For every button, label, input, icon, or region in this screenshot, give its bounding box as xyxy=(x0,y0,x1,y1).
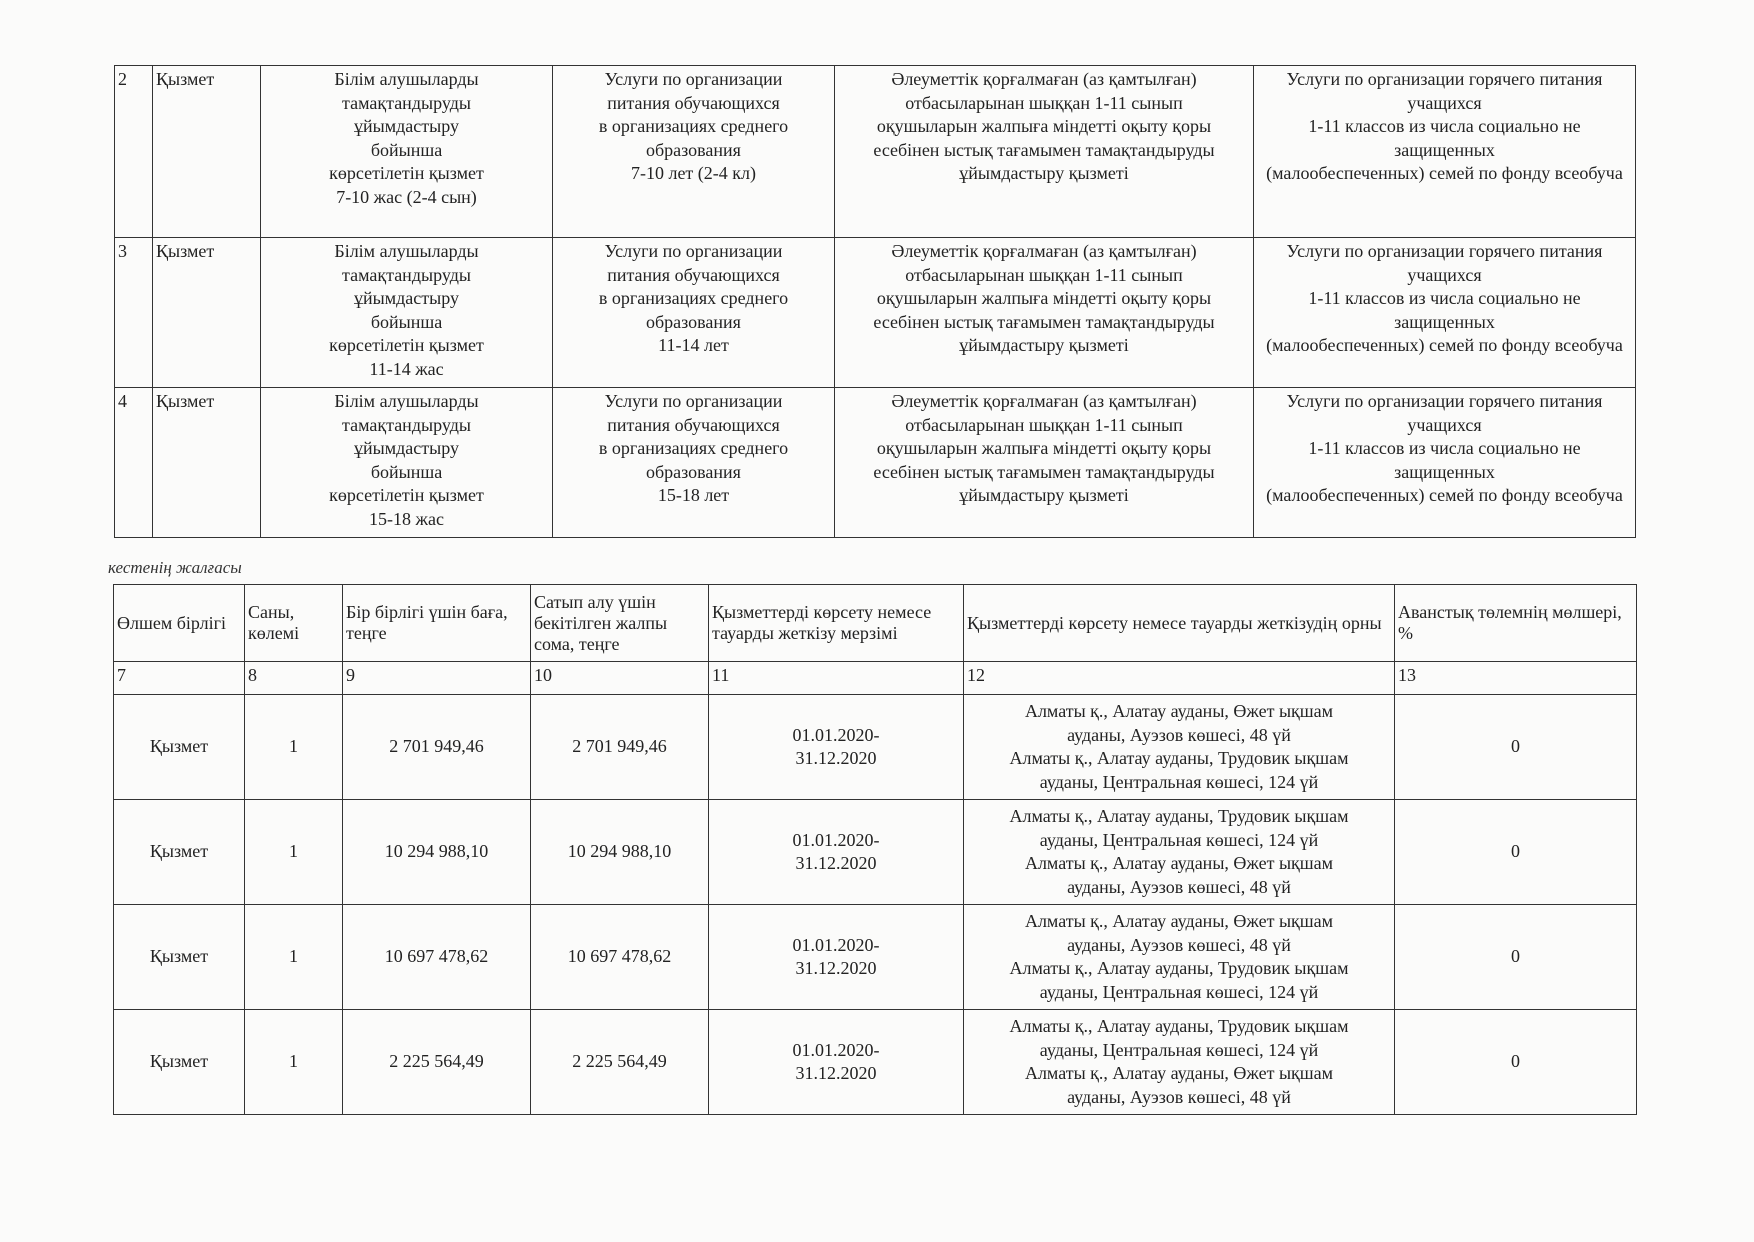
advance-cell: 0 xyxy=(1395,1010,1637,1115)
place-cell: Алматы қ., Алатау ауданы, Өжет ықшам ауданы, Ауэзов көшесі, 48 үй Алматы қ., Алатау ауданы, Трудовик ықшам ауданы, Центральная көшесі, 124 үй xyxy=(1009,911,1349,1002)
qty-cell: 1 xyxy=(245,905,343,1010)
advance-cell: 0 xyxy=(1395,800,1637,905)
row-number: 3 xyxy=(115,238,153,388)
total-cell: 10 294 988,10 xyxy=(531,800,709,905)
service-desc-ru: Услуги по организации горячего питания учащихся 1-11 классов из числа социально не защищенных (малообеспеченных) семей по фонду всеобуча xyxy=(1266,391,1623,505)
col-header-price: Бір бірлігі үшін баға, теңге xyxy=(343,585,531,662)
table-row xyxy=(115,388,1636,538)
col-header-qty: Саны, көлемі xyxy=(245,585,343,662)
services-table xyxy=(114,65,1636,538)
price-cell: 2 225 564,49 xyxy=(343,1010,531,1115)
col-number: 12 xyxy=(964,662,1395,695)
price-cell: 10 697 478,62 xyxy=(343,905,531,1010)
service-desc-ru: Услуги по организации горячего питания учащихся 1-11 классов из числа социально не защищенных (малообеспеченных) семей по фонду всеобуча xyxy=(1266,69,1623,183)
col-header-advance: Аванстық төлемнің мөлшері, % xyxy=(1395,585,1637,662)
header-row xyxy=(114,585,1637,662)
qty-cell: 1 xyxy=(245,695,343,800)
period-cell: 01.01.2020- 31.12.2020 xyxy=(792,1039,880,1083)
table-row xyxy=(114,695,1637,800)
service-desc-kz: Әлеуметтік қорғалмаған (аз қамтылған) отбасыларынан шыққан 1-11 сынып оқушыларын жалпыға міндетті оқыту қоры есебінен ыстық тағамымен тамақтандыруды ұйымдастыру қызметі xyxy=(873,241,1215,355)
col-header-unit: Өлшем бірлігі xyxy=(114,585,245,662)
procurement-table xyxy=(113,584,1637,1115)
advance-cell: 0 xyxy=(1395,695,1637,800)
row-number: 2 xyxy=(115,66,153,238)
table-row xyxy=(115,238,1636,388)
total-cell: 2 701 949,46 xyxy=(531,695,709,800)
col-number: 13 xyxy=(1395,662,1637,695)
service-desc-kz: Әлеуметтік қорғалмаған (аз қамтылған) отбасыларынан шыққан 1-11 сынып оқушыларын жалпыға міндетті оқыту қоры есебінен ыстық тағамымен тамақтандыруды ұйымдастыру қызметі xyxy=(873,69,1215,183)
service-name-kz: Білім алушыларды тамақтандыруды ұйымдастыру бойынша көрсетілетін қызмет 11-14 жас xyxy=(329,241,484,379)
service-desc-kz: Әлеуметтік қорғалмаған (аз қамтылған) отбасыларынан шыққан 1-11 сынып оқушыларын жалпыға міндетті оқыту қоры есебінен ыстық тағамымен тамақтандыруды ұйымдастыру қызметі xyxy=(873,391,1215,505)
place-cell: Алматы қ., Алатау ауданы, Трудовик ықшам ауданы, Центральная көшесі, 124 үй Алматы қ., Алатау ауданы, Өжет ықшам ауданы, Ауэзов көшесі, 48 үй xyxy=(1009,806,1349,897)
service-name-kz: Білім алушыларды тамақтандыруды ұйымдастыру бойынша көрсетілетін қызмет 7-10 жас (2-4 сын) xyxy=(329,69,484,207)
col-header-period: Қызметтерді көрсету немесе тауарды жеткізу мерзімі xyxy=(709,585,964,662)
col-header-place: Қызметтерді көрсету немесе тауарды жеткізудің орны xyxy=(964,585,1395,662)
service-name-ru: Услуги по организации питания обучающихся в организациях среднего образования 7-10 лет (2-4 кл) xyxy=(598,69,789,183)
col-number: 9 xyxy=(343,662,531,695)
service-name-ru: Услуги по организации питания обучающихся в организациях среднего образования 11-14 лет xyxy=(598,241,789,355)
price-cell: 2 701 949,46 xyxy=(343,695,531,800)
service-name-kz: Білім алушыларды тамақтандыруды ұйымдастыру бойынша көрсетілетін қызмет 15-18 жас xyxy=(329,391,484,529)
period-cell: 01.01.2020- 31.12.2020 xyxy=(792,724,880,768)
column-number-row xyxy=(114,662,1637,695)
col-header-total: Сатып алу үшін бекітілген жалпы сома, теңге xyxy=(531,585,709,662)
unit-cell: Қызмет xyxy=(114,695,245,800)
service-name-ru: Услуги по организации питания обучающихся в организациях среднего образования 15-18 лет xyxy=(598,391,789,505)
table-row xyxy=(114,905,1637,1010)
total-cell: 10 697 478,62 xyxy=(531,905,709,1010)
place-cell: Алматы қ., Алатау ауданы, Өжет ықшам ауданы, Ауэзов көшесі, 48 үй Алматы қ., Алатау ауданы, Трудовик ықшам ауданы, Центральная көшесі, 124 үй xyxy=(1009,701,1349,792)
col-number: 10 xyxy=(531,662,709,695)
unit-cell: Қызмет xyxy=(114,905,245,1010)
row-type: Қызмет xyxy=(153,238,261,388)
col-number: 11 xyxy=(709,662,964,695)
unit-cell: Қызмет xyxy=(114,800,245,905)
total-cell: 2 225 564,49 xyxy=(531,1010,709,1115)
col-number: 8 xyxy=(245,662,343,695)
unit-cell: Қызмет xyxy=(114,1010,245,1115)
row-number: 4 xyxy=(115,388,153,538)
col-number: 7 xyxy=(114,662,245,695)
advance-cell: 0 xyxy=(1395,905,1637,1010)
price-cell: 10 294 988,10 xyxy=(343,800,531,905)
qty-cell: 1 xyxy=(245,800,343,905)
qty-cell: 1 xyxy=(245,1010,343,1115)
table-continuation-caption: кестенің жалғасы xyxy=(108,558,242,577)
place-cell: Алматы қ., Алатау ауданы, Трудовик ықшам ауданы, Центральная көшесі, 124 үй Алматы қ., Алатау ауданы, Өжет ықшам ауданы, Ауэзов көшесі, 48 үй xyxy=(1009,1016,1349,1107)
period-cell: 01.01.2020- 31.12.2020 xyxy=(792,829,880,873)
row-type: Қызмет xyxy=(153,388,261,538)
period-cell: 01.01.2020- 31.12.2020 xyxy=(792,934,880,978)
row-type: Қызмет xyxy=(153,66,261,238)
table-row xyxy=(114,800,1637,905)
service-desc-ru: Услуги по организации горячего питания учащихся 1-11 классов из числа социально не защищенных (малообеспеченных) семей по фонду всеобуча xyxy=(1266,241,1623,355)
table-row xyxy=(114,1010,1637,1115)
table-row xyxy=(115,66,1636,238)
